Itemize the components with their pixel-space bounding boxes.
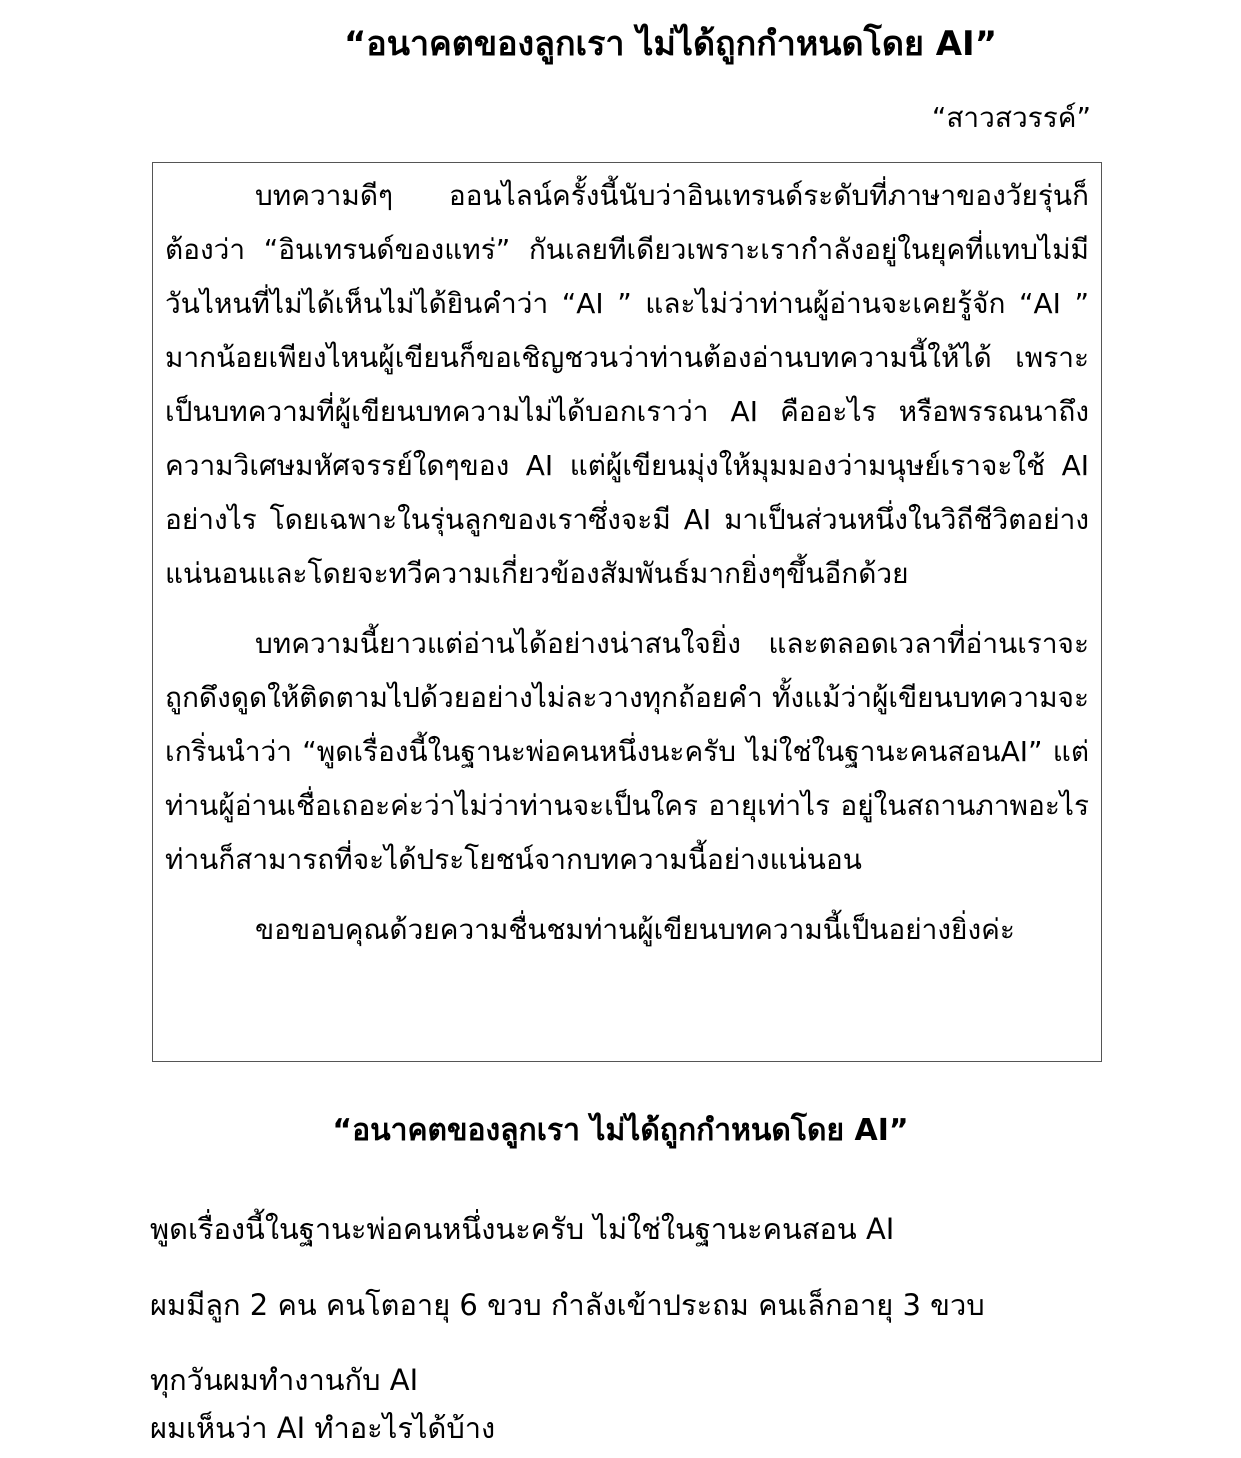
article-title: “อนาคตของลูกเรา ไม่ได้ถูกกำหนดโดย AI”: [332, 1113, 909, 1148]
page-title: “อนาคตของลูกเรา ไม่ได้ถูกกำหนดโดย AI”: [343, 24, 998, 64]
review-paragraph-3: ขอขอบคุณด้วยความชื่นชมท่านผู้เขียนบทความนี้เป็นอย่างยิ่งค่ะ: [255, 913, 1015, 946]
author-name: “สาวสวรรค์”: [931, 101, 1091, 134]
article-line-2: ผมมีลูก 2 คน คนโตอายุ 6 ขวบ กำลังเข้าประถม คนเล็กอายุ 3 ขวบ: [150, 1288, 985, 1322]
article-line-3: ทุกวันผมทำงานกับ AI: [150, 1363, 419, 1397]
review-box: [152, 162, 1102, 1062]
review-paragraph-2: บทความนี้ยาวแต่อ่านได้อย่างน่าสนใจยิ่ง และตลอดเวลาที่อ่านเราจะถูกดึงดูดให้ติดตามไปด้วยอย่างไม่ละวางทุกถ้อยคำ ทั้งแม้ว่าผู้เขียนบทความจะเกริ่นนำว่า “พูดเรื่องนี้ในฐานะพ่อคนหนึ่งนะครับ ไม่ใช่ในฐานะคนสอนAI” แต่ท่านผู้อ่านเชื่อเถอะค่ะว่าไม่ว่าท่านจะเป็นใคร อายุเท่าไร อยู่ในสถานภาพอะไร ท่านก็สามารถที่จะได้ประโยชน์จากบทความนี้อย่างแน่นอน: [165, 627, 1089, 876]
article-line-1: พูดเรื่องนี้ในฐานะพ่อคนหนึ่งนะครับ ไม่ใช่ในฐานะคนสอน AI: [150, 1212, 895, 1246]
article-line-4: ผมเห็นว่า AI ทำอะไรได้บ้าง: [150, 1411, 496, 1445]
review-paragraph-1: บทความดีๆ ออนไลน์ครั้งนี้นับว่าอินเทรนด์ระดับที่ภาษาของวัยรุ่นก็ต้องว่า “อินเทรนด์ของแทร่” กันเลยทีเดียวเพราะเรากำลังอยู่ในยุคที่แทบไม่มีวันไหนที่ไม่ได้เห็นไม่ได้ยินคำว่า “AI ” และไม่ว่าท่านผู้อ่านจะเคยรู้จัก “AI ” มากน้อยเพียงไหนผู้เขียนก็ขอเชิญชวนว่าท่านต้องอ่านบทความนี้ให้ได้ เพราะเป็นบทความที่ผู้เขียนบทความไม่ได้บอกเราว่า AI คืออะไร หรือพรรณนาถึงความวิเศษมหัศจรรย์ใดๆของ AI แต่ผู้เขียนมุ่งให้มุมมองว่ามนุษย์เราจะใช้ AI อย่างไร โดยเฉพาะในรุ่นลูกของเราซึ่งจะมี AI มาเป็นส่วนหนึ่งในวิถีชีวิตอย่างแน่นอนและโดยจะทวีความเกี่ยวข้องสัมพันธ์มากยิ่งๆขึ้นอีกด้วย: [165, 179, 1089, 590]
